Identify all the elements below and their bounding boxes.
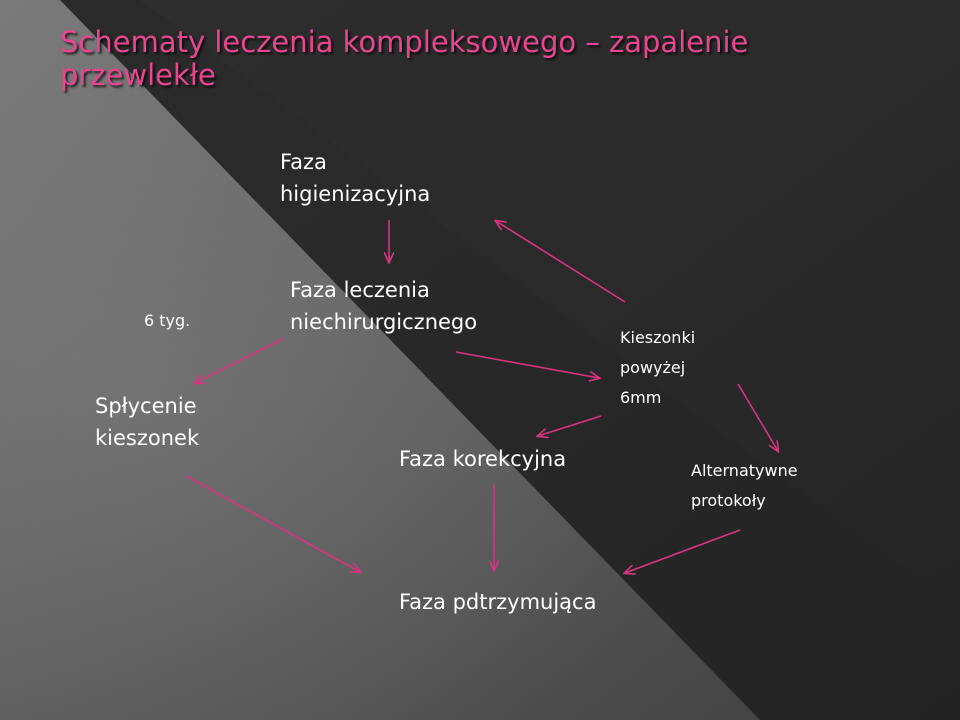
node-alternative-protocols: Alternatywne protokoły bbox=[691, 461, 798, 510]
node-pocket-reduction: Spłycenie kieszonek bbox=[95, 394, 200, 450]
node-hygiene-phase: Faza higienizacyjna bbox=[280, 150, 431, 206]
node-nonsurgical-phase: Faza leczenia niechirurgicznego bbox=[290, 278, 478, 334]
node-weeks-label: 6 tyg. bbox=[144, 311, 191, 330]
node-corrective-phase: Faza korekcyjna bbox=[399, 447, 567, 471]
node-maintenance-phase: Faza pdtrzymująca bbox=[399, 590, 597, 614]
slide-title: Schematy leczenia kompleksowego – zapalenie przewlekłe bbox=[60, 25, 749, 92]
node-pockets-over-6mm: Kieszonki powyżej 6mm bbox=[620, 328, 696, 407]
